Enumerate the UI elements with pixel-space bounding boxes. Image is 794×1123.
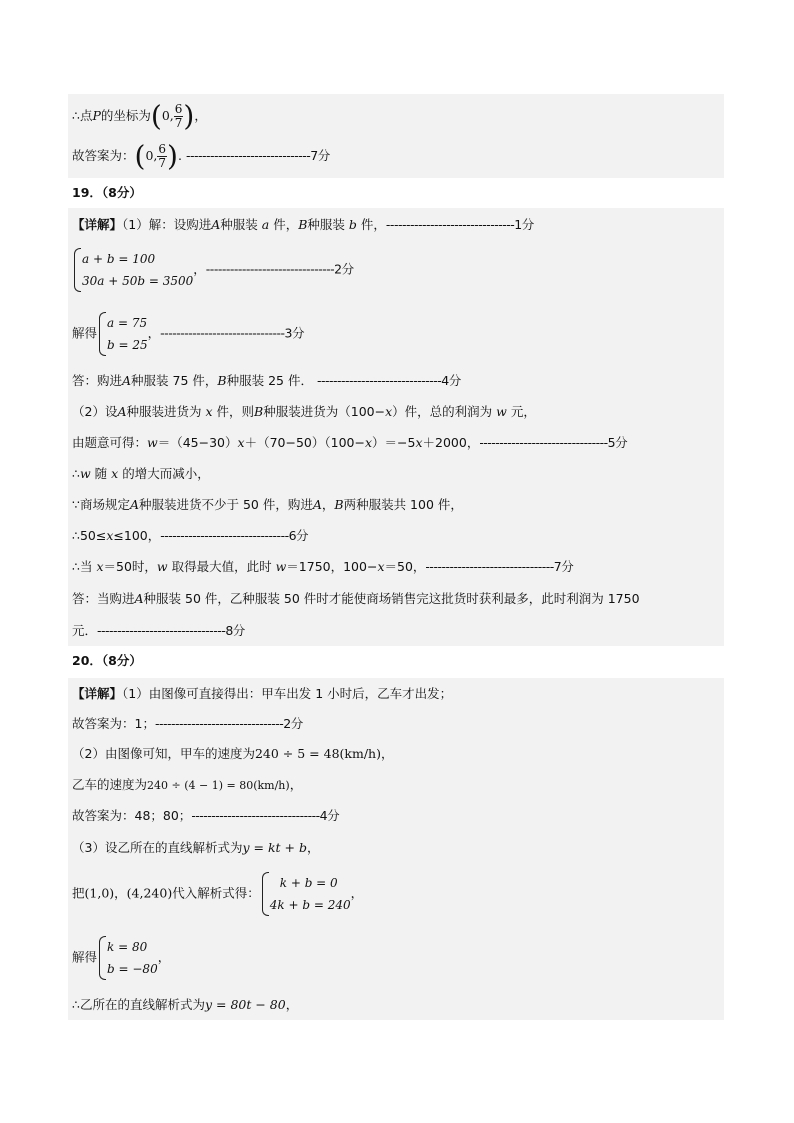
q19-equation-system: a + b = 100 30a + 50b = 3500 ，--------------------------------2分 xyxy=(72,248,354,292)
q20-line-expression: ∴乙所在的直线解析式为y = 80t − 80， xyxy=(72,997,299,1012)
q19-final-answer: 答：当购进A种服装 50 件，乙种服装 50 件时才能使商场销售完这批货时获利最多，此时利润为 1750 xyxy=(72,591,640,606)
question-19-header: 19．（8分） xyxy=(72,185,142,200)
q19-final-answer-cont: 元．--------------------------------8分 xyxy=(72,623,245,638)
q19-maximum: ∴当 x＝50时，w 取得最大值，此时 w＝1750，100−x＝50，--------------------------------7分 xyxy=(72,559,574,574)
q20-answer2: 故答案为：48；80；--------------------------------4分 xyxy=(72,808,340,823)
q20-answer1: 故答案为：1；--------------------------------2分 xyxy=(72,716,303,731)
point-p-coordinate-line: ∴点P的坐标为(0, $\frac{6}{7}$ )， xyxy=(72,99,207,133)
q19-range: ∴50≤x≤100，--------------------------------6分 xyxy=(72,528,309,543)
answer-line-7pts: 故答案为：(0, $\frac{6}{7}$ ). -------------------------------7分 xyxy=(72,139,330,173)
q19-constraint: ∵商场规定A种服装进货不少于 50 件，购进A，B两种服装共 100 件， xyxy=(72,497,463,512)
q19-line1: 【详解】（1）解：设购进A种服装 a 件，B种服装 b 件，--------------------------------1分 xyxy=(72,217,534,232)
q20-part3-solution: 解得 k = 80 b = −80 ， xyxy=(72,936,170,980)
q20-part2-speed-a: （2）由图像可知，甲车的速度为240 ÷ 5 = 48(km/h)， xyxy=(72,746,394,761)
q19-solution: 解得 a = 75 b = 25 ，-------------------------------3分 xyxy=(72,312,304,356)
q20-part1: 【详解】（1）由图像可直接得出：甲车出发 1 小时后，乙车才出发； xyxy=(72,686,453,701)
q20-part2-speed-b: 乙车的速度为240 ÷ (4 − 1) = 80(km/h)， xyxy=(72,777,303,792)
q20-part3-system: 把(1,0)，(4,240)代入解析式得： k + b = 0 4k + b = 240 ， xyxy=(72,872,363,916)
question-20-header: 20．（8分） xyxy=(72,653,142,668)
q19-answer-part1: 答：购进A种服装 75 件，B种服装 25 件． -------------------------------4分 xyxy=(72,373,461,388)
q19-part2-setup: （2）设A种服装进货为 x 件，则B种服装进货为（100−x）件，总的利润为 w 元， xyxy=(72,404,536,419)
q20-part3-setup: （3）设乙所在的直线解析式为y = kt + b， xyxy=(72,840,320,855)
q19-monotonic: ∴w 随 x 的增大而减小， xyxy=(72,466,210,481)
q19-profit-function: 由题意可得：w＝（45−30）x＋（70−50）（100−x）＝−5x＋2000，--------------------------------5分 xyxy=(72,435,628,450)
